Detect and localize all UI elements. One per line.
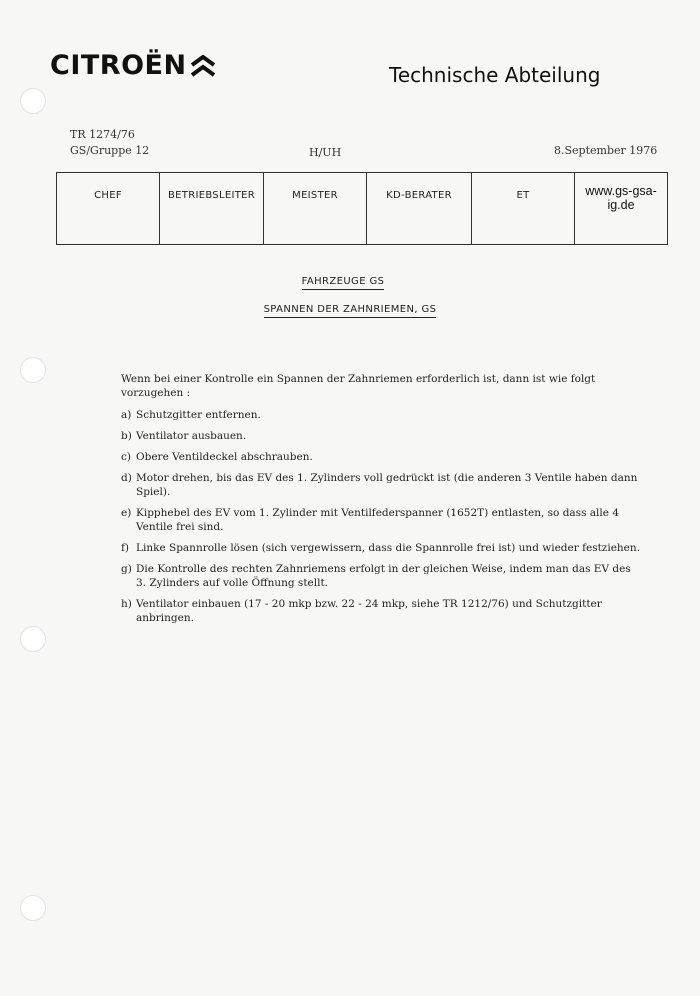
distribution-table [56,172,668,245]
title-line-2: SPANNEN DER ZAHNRIEMEN, GS [0,304,700,315]
list-item: h) Ventilator einbauen (17 - 20 mkp bzw. 22 - 24 mkp, siehe TR 1212/76) und Schutzgitter anbringen. [121,598,602,624]
citroen-logo [50,50,216,81]
list-item: a) Schutzgitter entfernen. [121,409,261,421]
intro-paragraph: Wenn bei einer Kontrolle ein Spannen der Zahnriemen erforderlich ist, dann ist wie folgt vorzugehen : [121,373,596,399]
punch-hole-3 [20,626,46,652]
double-chevron-icon [190,55,216,77]
punch-hole-1 [20,88,46,114]
department-title: Technische Abteilung [389,63,601,87]
punch-hole-2 [20,357,46,383]
dist-cell-meister: MEISTER [264,173,367,245]
dist-cell-kd-berater: KD-BERATER [367,173,472,245]
logo-text: CITROËN [50,50,187,81]
punch-hole-4 [20,895,46,921]
list-item: g) Die Kontrolle des rechten Zahnriemens erfolgt in der gleichen Weise, indem man das EV des 3. Zylinders auf volle Öffnung stellt. [121,563,631,589]
document-body [121,372,641,632]
list-item: b) Ventilator ausbauen. [121,430,247,442]
dist-cell-et: ET [472,173,575,245]
document-date: 8.September 1976 [554,144,658,157]
title-line-1: FAHRZEUGE GS [0,276,693,287]
website-link[interactable]: www.gs-gsa-ig.de [575,173,668,245]
dist-cell-chef: CHEF [57,173,160,245]
list-item: e) Kipphebel des EV vom 1. Zylinder mit Ventilfederspanner (1652T) entlasten, so dass alle 4 Ventile frei sind. [121,507,620,533]
list-item: c) Obere Ventildeckel abschrauben. [121,451,313,463]
report-number: TR 1274/76 [70,128,135,141]
list-item: d) Motor drehen, bis das EV des 1. Zylinders voll gedrückt ist (die anderen 3 Ventile haben dann Spiel). [121,472,638,498]
list-item: f) Linke Spannrolle lösen (sich vergewissern, dass die Spannrolle frei ist) und wieder festziehen. [121,542,640,554]
dist-cell-betriebsleiter: BETRIEBSLEITER [160,173,264,245]
author-initials: H/UH [309,146,342,159]
group-number: GS/Gruppe 12 [70,144,150,157]
